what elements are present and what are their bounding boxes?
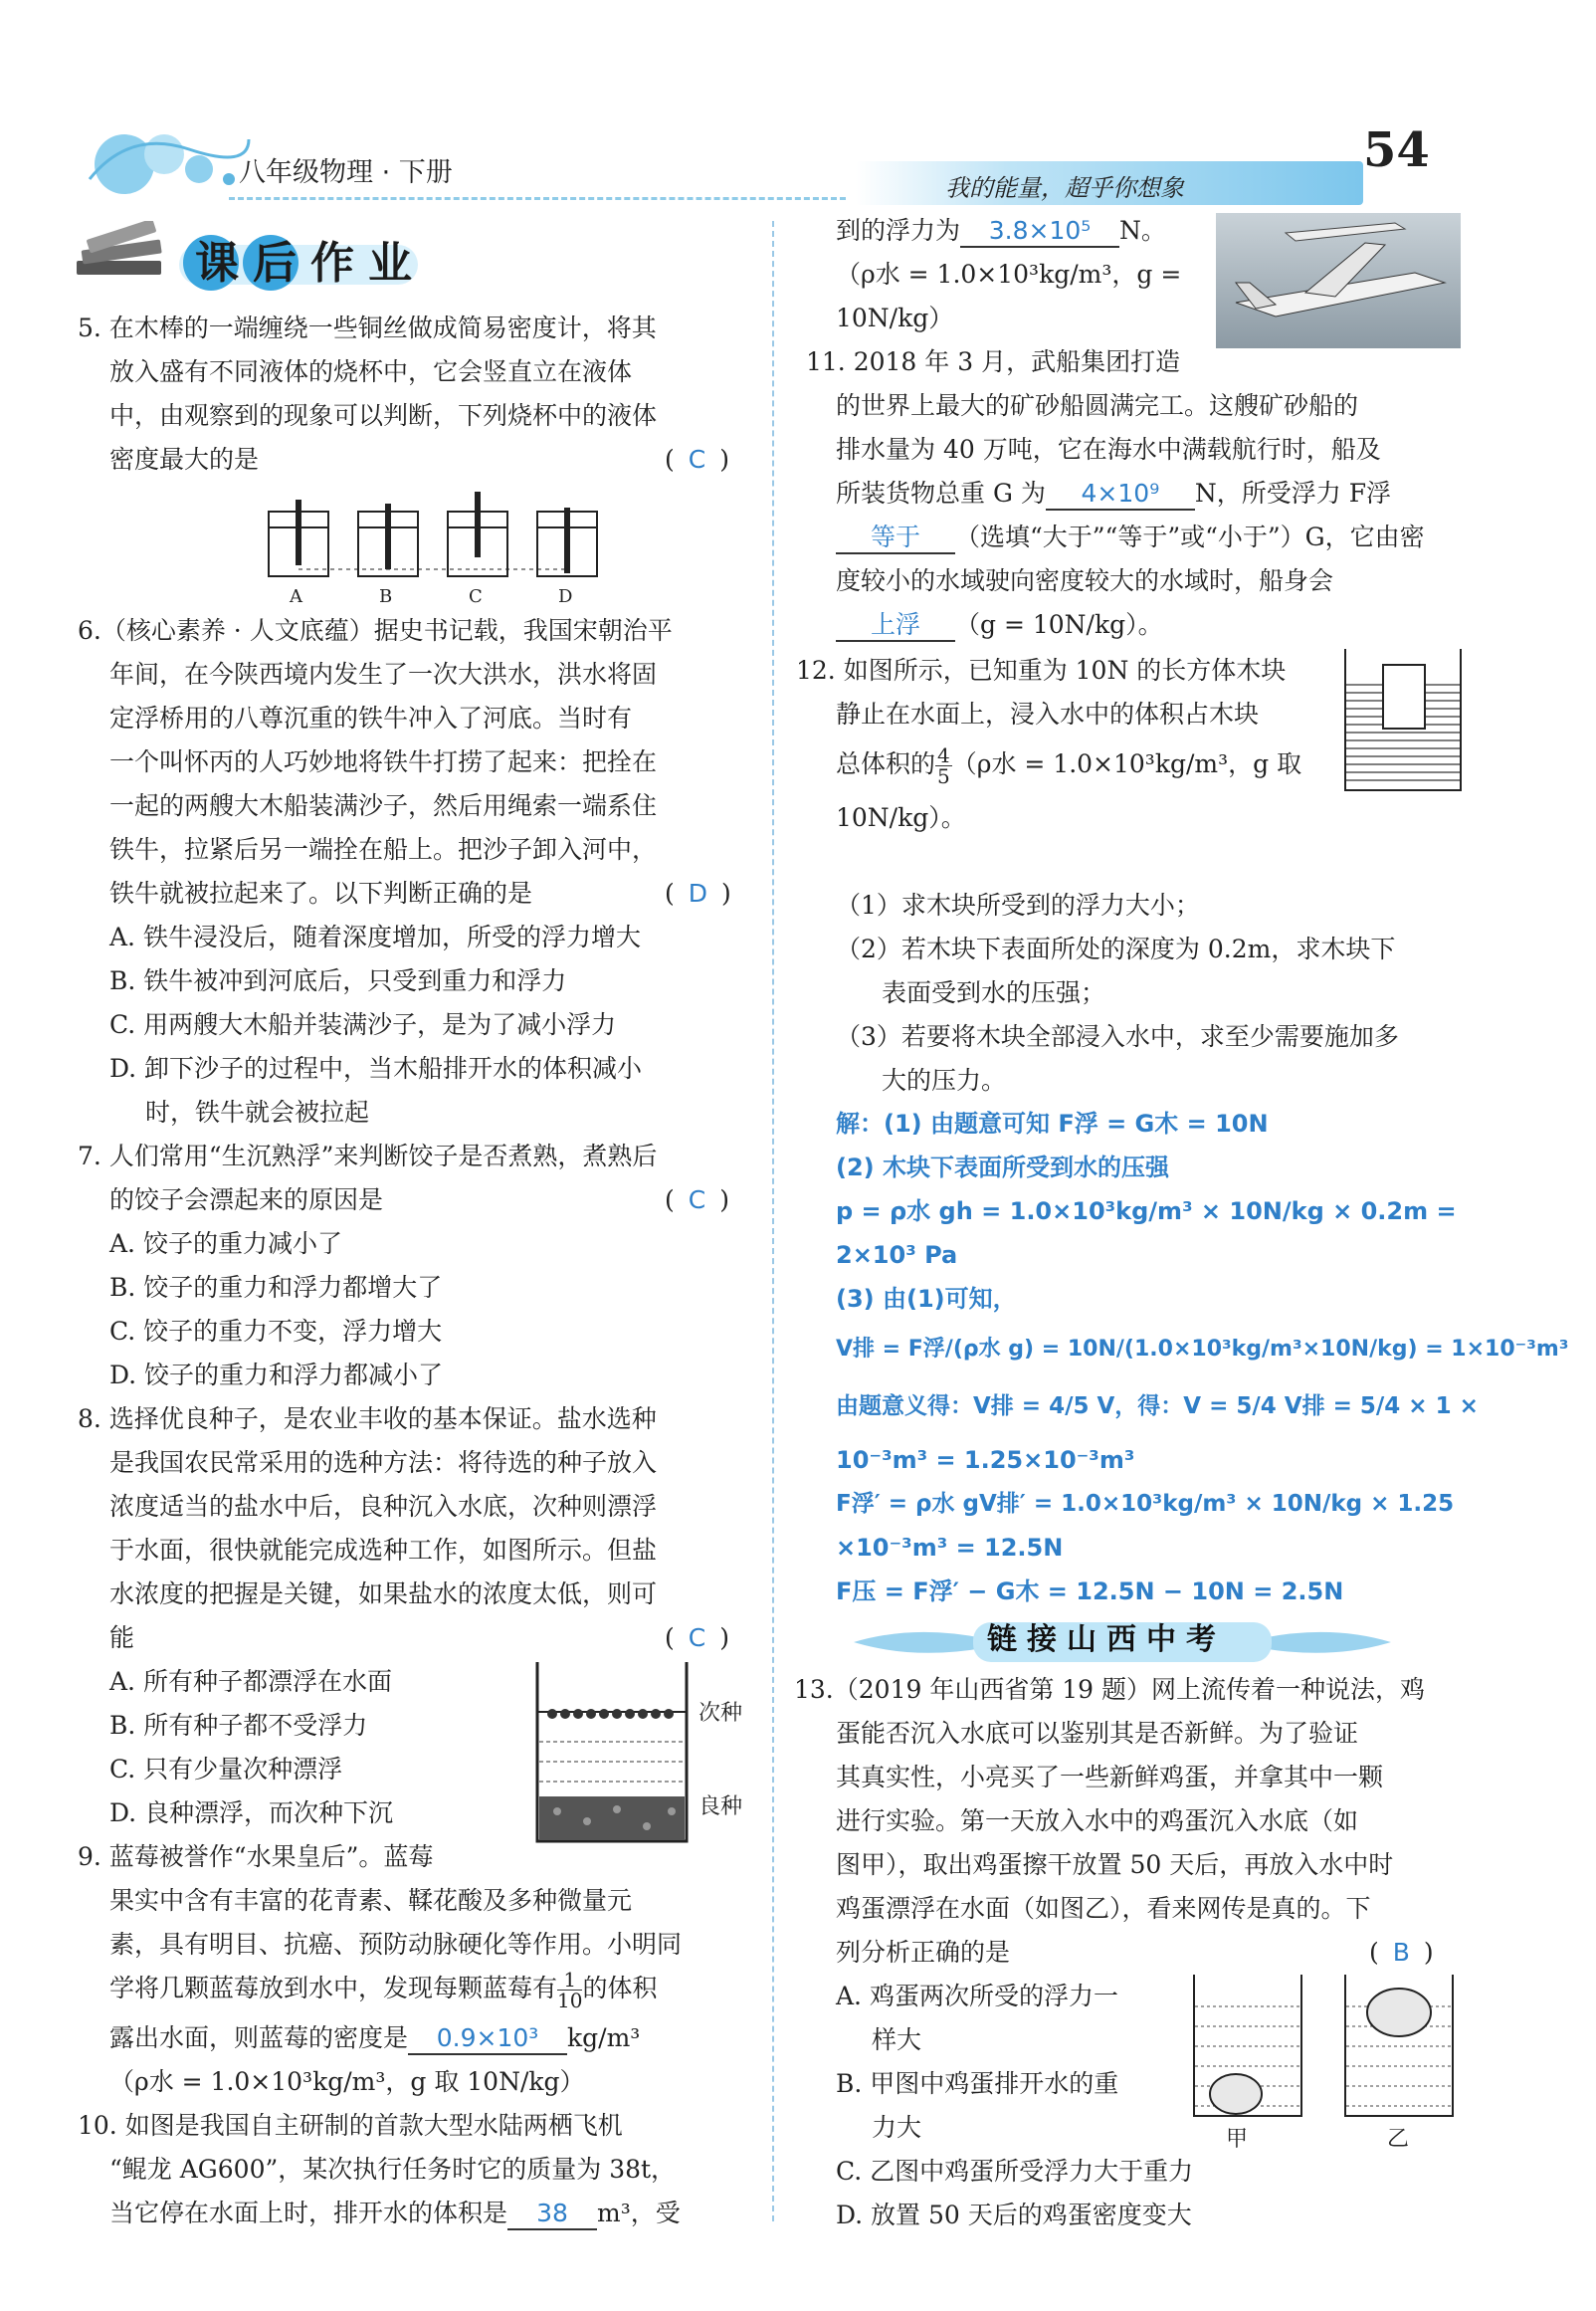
q13-line: 鸡蛋漂浮在水面（如图乙），看来网传是真的。下 xyxy=(836,1894,1371,1923)
q13-egg-beakers-figure xyxy=(1186,1967,1465,2126)
q13-line: 其真实性，小亮买了一些新鲜鸡蛋，并拿其中一颗 xyxy=(836,1763,1384,1791)
page-number: 54 xyxy=(1363,122,1430,178)
q11-line: 所装货物总重 G 为 4×10⁹ N，所受浮力 F浮 xyxy=(836,472,1391,515)
q5-label-d: D xyxy=(558,586,573,607)
q12-solution-line: p = ρ水 gh = 1.0×10³kg/m³ × 10N/kg × 0.2m = xyxy=(836,1197,1457,1225)
q10-line: 到的浮力为 3.8×10⁵ N。 xyxy=(836,209,1166,252)
q10-line: 当它停在水面上时，排开水的体积是 38 m³，受 xyxy=(109,2192,681,2234)
q5-answer-paren: ( C ) xyxy=(665,445,729,474)
q13-option-d: D. 放置 50 天后的鸡蛋密度变大 xyxy=(836,2201,1192,2229)
book-stack-icon xyxy=(72,221,171,291)
q12-solution-line: 10⁻³m³ = 1.25×10⁻³m³ xyxy=(836,1446,1135,1474)
q6-line: 铁牛就被拉起来了。以下判断正确的是 xyxy=(109,879,533,908)
q8-line: 能 xyxy=(109,1623,135,1652)
q11-blank-motion[interactable]: 上浮 xyxy=(836,610,955,642)
q12-solution-line: V排 = F浮/(ρ水 g) = 10N/(1.0×10³kg/m³×10N/kg) = 1×10⁻³m³ xyxy=(836,1337,1569,1362)
q11-line: 排水量为 40 万吨，它在海水中满载航行时，船及 xyxy=(836,435,1381,464)
chain-banner-title: 链接山西中考 xyxy=(987,1622,1226,1657)
q12-fraction: $\frac{4}{5}$ xyxy=(937,743,950,788)
q13-line: 蛋能否沉入水底可以鉴别其是否新鲜。为了验证 xyxy=(836,1719,1359,1748)
q11-line: 等于 （选填“大于”“等于”或“小于”）G，它由密 xyxy=(836,516,1425,558)
q5-line: 放入盛有不同液体的烧杯中，它会竖直立在液体 xyxy=(109,357,633,386)
q8-seed-beaker-figure xyxy=(527,1652,697,1851)
q7-line: 7. 人们常用“生沉熟浮”来判断饺子是否煮熟，煮熟后 xyxy=(78,1142,658,1170)
q13-line: 图甲），取出鸡蛋擦干放置 50 天后，再放入水中时 xyxy=(836,1850,1394,1879)
header-motto: 我的能量，超乎你想象 xyxy=(945,174,1184,202)
q12-line: 总体积的 $\frac{4}{5}$ （ρ水 = 1.0×10³kg/m³，g 取 xyxy=(836,743,1302,788)
q13-line: 13.（2019 年山西省第 19 题）网上流传着一种说法，鸡 xyxy=(794,1675,1426,1704)
q13-answer: B xyxy=(1392,1938,1410,1967)
header-ornament xyxy=(70,109,259,199)
q12-line: 10N/kg）。 xyxy=(836,803,966,832)
q9-line: 9. 蓝莓被誉作“水果皇后”。蓝莓 xyxy=(78,1842,434,1871)
q5-line: 中，由观察到的现象可以判断，下列烧杯中的液体 xyxy=(109,401,658,430)
q7-option-c: C. 饺子的重力不变，浮力增大 xyxy=(109,1317,443,1346)
q13-answer-paren: ( B ) xyxy=(1369,1938,1434,1967)
q11-blank-compare[interactable]: 等于 xyxy=(836,523,955,554)
q9-line xyxy=(109,2016,640,2059)
column-divider xyxy=(772,221,774,2221)
q10-line: （ρ水 = 1.0×10³kg/m³，g = xyxy=(836,260,1182,289)
q6-option-c: C. 用两艘大木船并装满沙子，是为了减小浮力 xyxy=(109,1010,617,1039)
q7-answer: C xyxy=(688,1185,706,1214)
q12-solution-line: (3) 由(1)可知， xyxy=(836,1285,1017,1313)
q7-line: 的饺子会漂起来的原因是 xyxy=(109,1185,384,1214)
q11-line: 上浮 （g = 10N/kg）。 xyxy=(836,603,1163,646)
q9-text: 的体积 xyxy=(582,1974,658,2002)
q8-line: 水浓度的把握是关键，如果盐水的浓度太低，则可 xyxy=(109,1579,658,1608)
q6-line: 一个叫怀丙的人巧妙地将铁牛打捞了起来：把拴在 xyxy=(109,747,658,776)
q6-option-d-cont: 时，铁牛就会被拉起 xyxy=(145,1098,370,1127)
q9-text: 学将几颗蓝莓放到水中，发现每颗蓝莓有 xyxy=(109,1974,558,2002)
q12-block-figure xyxy=(1341,645,1465,794)
q6-line: 铁牛，拉紧后另一端拴在船上。把沙子卸入河中， xyxy=(109,835,658,864)
q9-blank[interactable]: 0.9×10³ xyxy=(408,2023,567,2055)
header-dash-line xyxy=(229,197,846,200)
q10-blank-force[interactable]: 3.8×10⁵ xyxy=(960,216,1119,248)
q8-option-c: C. 只有少量次种漂浮 xyxy=(109,1755,343,1784)
q12-solution-line: 解：(1) 由题意可知 F浮 = G木 = 10N xyxy=(836,1110,1269,1138)
q12-solution-line: 由题意义得：V排 = 4/5 V，得：V = 5/4 V排 = 5/4 × 1 × xyxy=(836,1393,1479,1419)
q8-line: 是我国农民常采用的选种方法：将待选的种子放入 xyxy=(109,1448,658,1477)
q5-label-b: B xyxy=(379,586,393,607)
q12-solution-line: F浮′ = ρ水 gV排′ = 1.0×10³kg/m³ × 10N/kg × 1.25 xyxy=(836,1491,1455,1517)
q6-line: 一起的两艘大木船装满沙子，然后用绳索一端系住 xyxy=(109,791,658,820)
q8-option-b: B. 所有种子都不受浮力 xyxy=(109,1711,368,1740)
q12-sub-2-cont: 表面受到水的压强； xyxy=(882,978,1106,1007)
q12-sub-1: （1）求木块所受到的浮力大小； xyxy=(836,891,1200,920)
q7-option-b: B. 饺子的重力和浮力都增大了 xyxy=(109,1273,443,1302)
q13-option-b: B. 甲图中鸡蛋排开水的重 xyxy=(836,2069,1119,2098)
book-title: 八年级物理 · 下册 xyxy=(239,157,453,188)
q12-solution-line: 2×10³ Pa xyxy=(836,1241,958,1269)
q10-line: “鲲龙 AG600”，某次执行任务时它的质量为 38t， xyxy=(109,2155,677,2184)
seaplane-photo xyxy=(1216,213,1461,348)
q13-option-a: A. 鸡蛋两次所受的浮力一 xyxy=(836,1982,1118,2010)
q6-line: 年间，在今陕西境内发生了一次大洪水，洪水将固 xyxy=(109,660,658,689)
q6-option-b: B. 铁牛被冲到河底后，只受到重力和浮力 xyxy=(109,966,567,995)
q9-line: 果实中含有丰富的花青素、鞣花酸及多种微量元 xyxy=(109,1886,633,1915)
q13-line: 列分析正确的是 xyxy=(836,1938,1011,1967)
q9-line xyxy=(109,1967,657,2010)
q8-option-a: A. 所有种子都漂浮在水面 xyxy=(109,1667,392,1696)
q9-line: （ρ水 = 1.0×10³kg/m³，g 取 10N/kg） xyxy=(109,2067,585,2096)
q11-line: 11. 2018 年 3 月，武船集团打造 xyxy=(806,347,1181,376)
q11-line: 的世界上最大的矿砂船圆满完工。这艘矿砂船的 xyxy=(836,391,1359,420)
q12-solution-line: (2) 木块下表面所受到水的压强 xyxy=(836,1154,1169,1181)
q13-option-b-cont: 力大 xyxy=(872,2113,922,2142)
q12-sub-3: （3）若要将木块全部浸入水中，求至少需要施加多 xyxy=(836,1022,1399,1051)
q5-beakers-figure xyxy=(261,484,599,603)
q13-option-c: C. 乙图中鸡蛋所受浮力大于重力 xyxy=(836,2157,1194,2186)
q12-solution-line: ×10⁻³m³ = 12.5N xyxy=(836,1534,1064,1562)
q13-label-yi: 乙 xyxy=(1387,2127,1410,2152)
q5-line: 5. 在木棒的一端缠绕一些铜丝做成简易密度计，将其 xyxy=(78,314,657,342)
q10-line: 10N/kg） xyxy=(836,304,954,332)
q8-option-d: D. 良种漂浮，而次种下沉 xyxy=(109,1798,394,1827)
q5-label-a: A xyxy=(290,586,302,607)
q13-line: 进行实验。第一天放入水中的鸡蛋沉入水底（如 xyxy=(836,1806,1359,1835)
section-title: 课后作业 xyxy=(195,238,426,289)
q5-label-c: C xyxy=(469,586,483,607)
q6-option-d: D. 卸下沙子的过程中，当木船排开水的体积减小 xyxy=(109,1054,643,1083)
q9-unit: kg/m³ xyxy=(567,2023,641,2052)
q10-line: 10. 如图是我国自主研制的首款大型水陆两栖飞机 xyxy=(78,2111,623,2140)
q12-line: 静止在水面上，浸入水中的体积占木块 xyxy=(836,700,1260,729)
q8-answer-paren: ( C ) xyxy=(665,1623,729,1652)
q6-answer: D xyxy=(688,879,708,908)
q7-option-a: A. 饺子的重力减小了 xyxy=(109,1229,342,1258)
q5-answer: C xyxy=(688,445,706,474)
q8-answer: C xyxy=(688,1623,706,1652)
q9-text: 露出水面，则蓝莓的密度是 xyxy=(109,2023,409,2052)
q6-answer-paren: ( D ) xyxy=(665,879,731,908)
q8-line: 浓度适当的盐水中后，良种沉入水底，次种则漂浮 xyxy=(109,1492,658,1521)
q5-line: 密度最大的是 xyxy=(109,445,260,474)
q6-line: 定浮桥用的八尊沉重的铁牛冲入了河底。当时有 xyxy=(109,704,633,733)
q6-line: 6.（核心素养 · 人文底蕴）据史书记载，我国宋朝治平 xyxy=(78,616,673,645)
q8-line: 于水面，很快就能完成选种工作，如图所示。但盐 xyxy=(109,1536,658,1565)
q7-answer-paren: ( C ) xyxy=(665,1185,729,1214)
q6-option-a: A. 铁牛浸没后，随着深度增加，所受的浮力增大 xyxy=(109,923,641,951)
q7-option-d: D. 饺子的重力和浮力都减小了 xyxy=(109,1361,444,1389)
q11-blank-weight[interactable]: 4×10⁹ xyxy=(1046,479,1195,511)
q12-line: 12. 如图所示，已知重为 10N 的长方体木块 xyxy=(796,656,1287,685)
q11-line: 度较小的水域驶向密度较大的水域时，船身会 xyxy=(836,566,1334,595)
q12-sub-3-cont: 大的压力。 xyxy=(882,1066,1007,1095)
q10-blank-volume[interactable]: 38 xyxy=(507,2199,597,2230)
q12-sub-2: （2）若木块下表面所处的深度为 0.2m，求木块下 xyxy=(836,935,1396,963)
q8-label-inferior-seed: 次种 xyxy=(698,1701,743,1726)
q8-label-good-seed: 良种 xyxy=(698,1794,743,1819)
q8-line: 8. 选择优良种子，是农业丰收的基本保证。盐水选种 xyxy=(78,1404,657,1433)
q9-fraction: $\frac{1}{10}$ xyxy=(557,1968,583,2012)
q12-solution-line: F压 = F浮′ − G木 = 12.5N − 10N = 2.5N xyxy=(836,1577,1344,1605)
q9-line: 素，具有明目、抗癌、预防动脉硬化等作用。小明同 xyxy=(109,1930,683,1959)
q13-option-a-cont: 样大 xyxy=(872,2025,922,2054)
q13-label-jia: 甲 xyxy=(1226,2127,1249,2152)
